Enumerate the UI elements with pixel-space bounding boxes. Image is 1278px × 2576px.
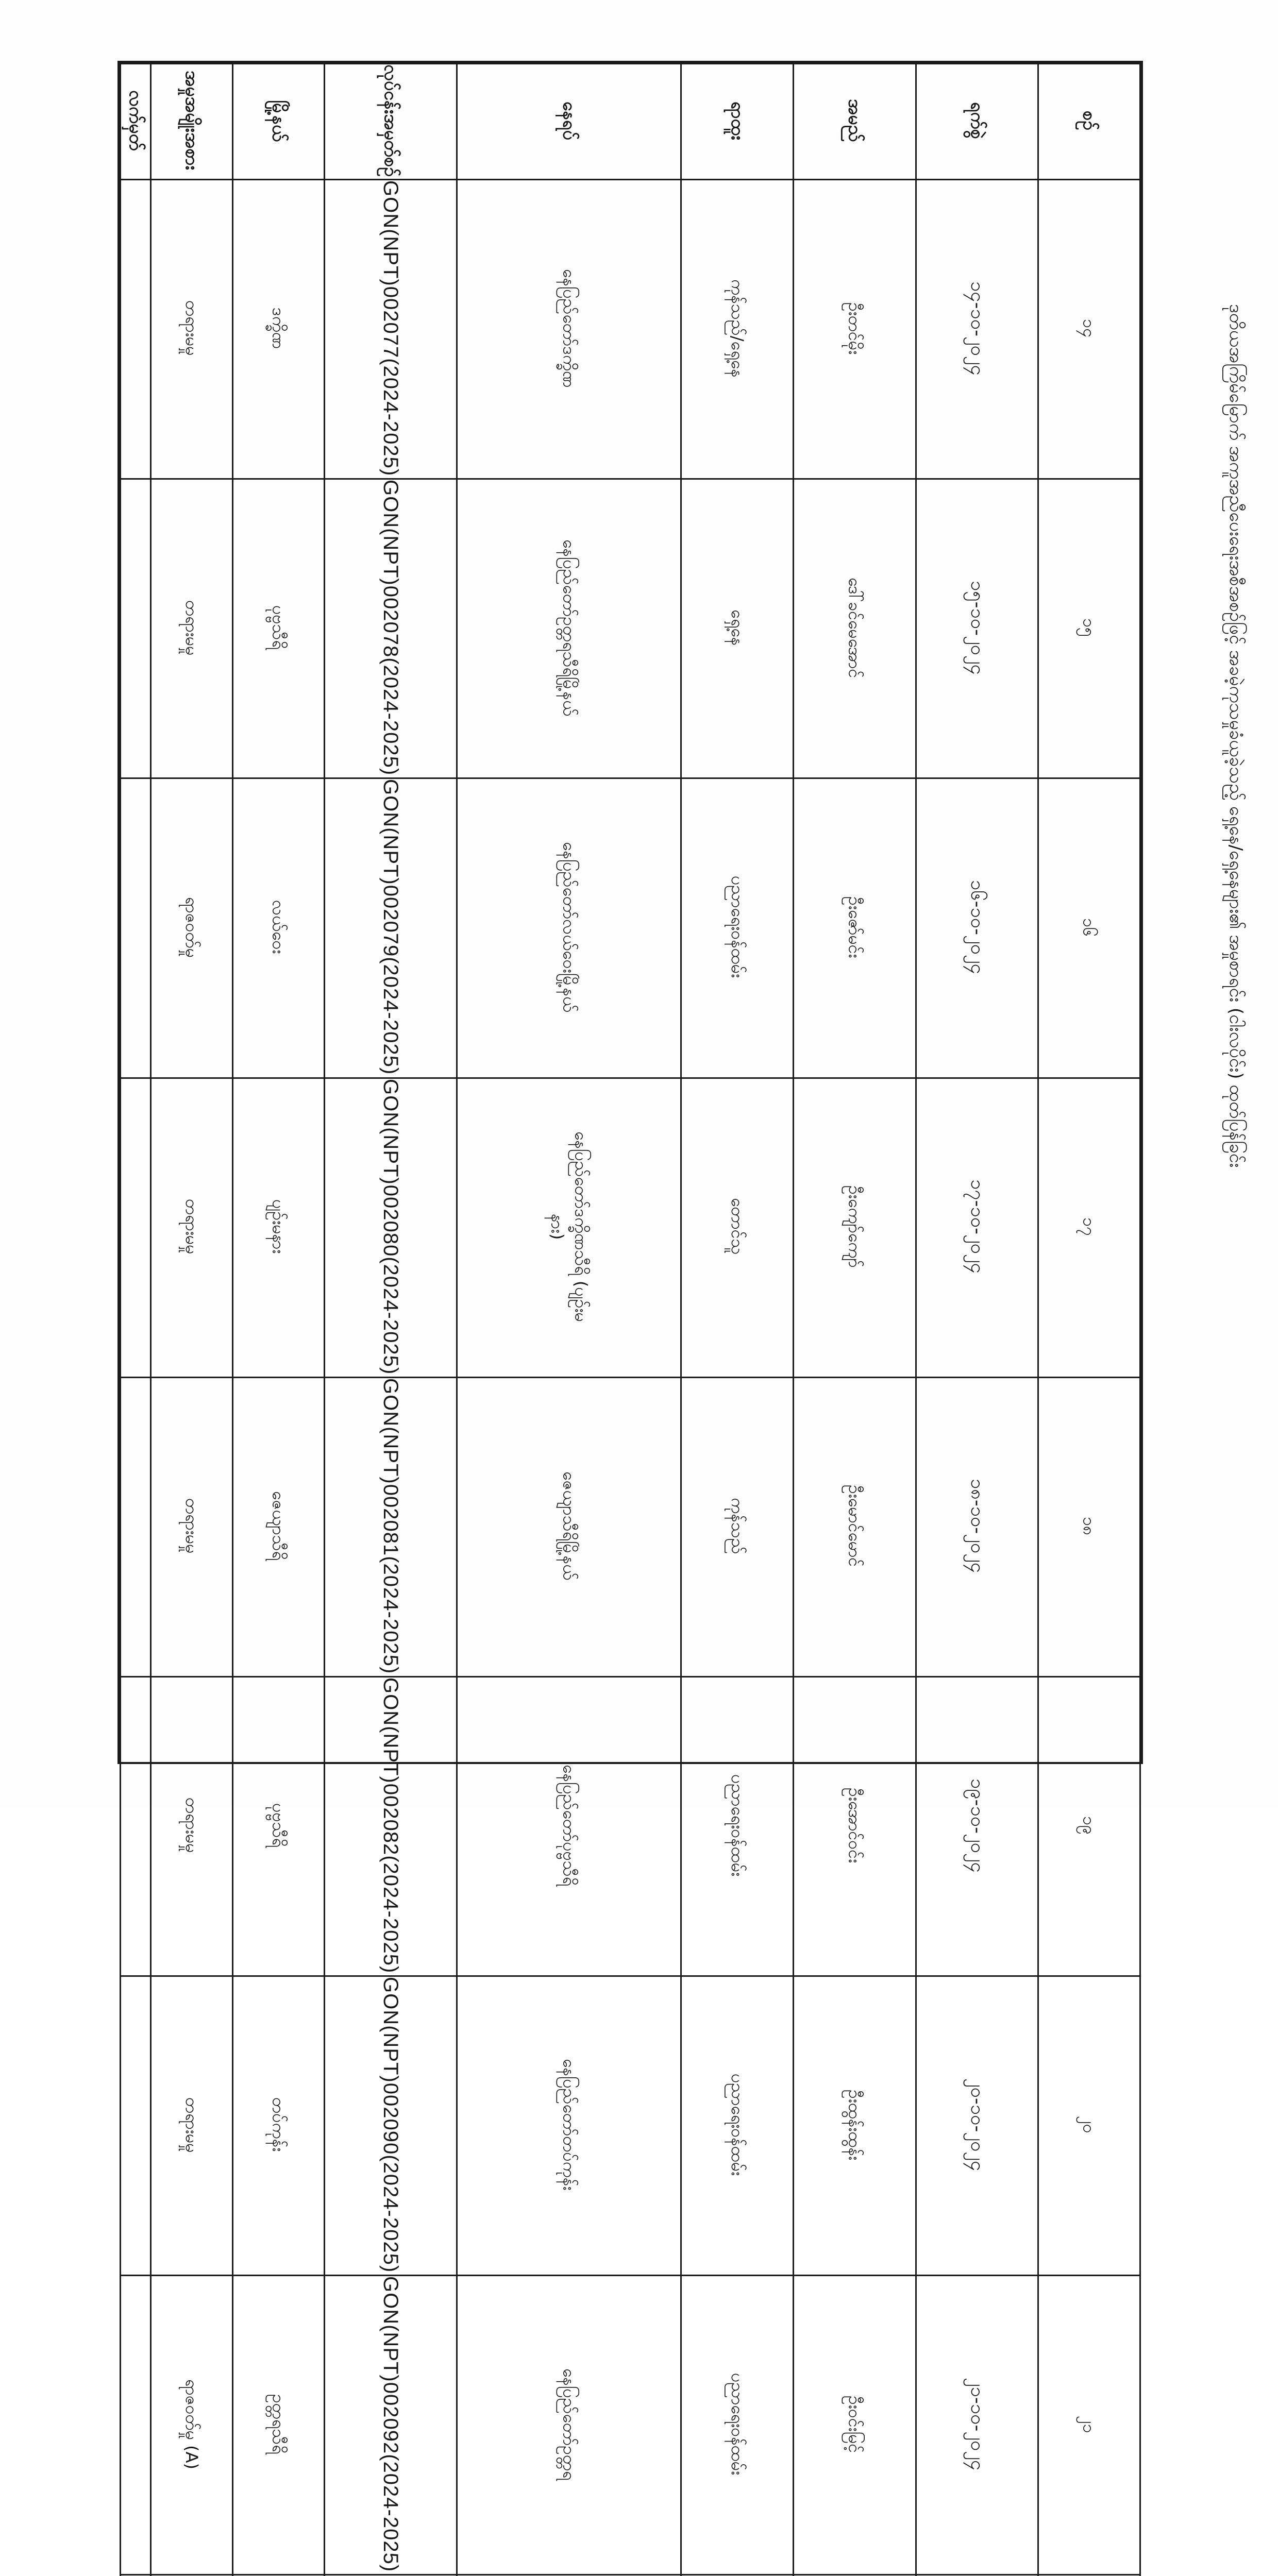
cell-text: ဒက္ခိဏ [268,308,289,349]
cell-text: တရားမမှု [182,1498,202,1554]
cell-text: ၁၅ [1079,618,1099,637]
cell-text: GON(NPT)002082(2024-2025) [379,1677,402,1974]
cell-text: ကုန်သည် [727,1497,747,1554]
cell-text: ၁၈-၁၀-၂၀၂၄ [966,1479,988,1573]
register-table-frame [117,61,1143,2572]
cell-signature [121,479,151,778]
cell-text: ၁၉-၁၀-၂၀၂၄ [966,1778,988,1873]
cell-text: နေပြည်တော်ပုဗ္ဗသီရိ [559,1765,579,1887]
cell-signature [121,1676,151,1976]
cell-text: ရာဇဝတ်မှု (A) [182,2379,202,2469]
cell-text: တပ်ကုန်း [268,2097,289,2152]
cell-name [794,1078,916,1377]
table-row [121,1676,1140,1976]
cell-case-type [151,1377,232,1676]
table-row [121,1078,1140,1377]
header-address: နေရပ် [457,64,681,180]
header-date: ရက်စွဲ [916,64,1038,180]
cell-name [794,180,916,479]
cell-address [457,1676,681,1976]
cell-no [1038,180,1140,479]
cell-text: ဥတ္တရသီရိ [268,2394,289,2454]
cell-signature [121,1976,151,2276]
cell-position [681,778,794,1078]
cell-text: ရာဇဝတ်မှု [182,896,202,958]
cell-signature [121,2276,151,2575]
cell-township [232,2276,324,2575]
table-row [121,1377,1140,1676]
cell-no [1038,479,1140,778]
cell-township [232,180,324,479]
cell-text: ၂၁-၁၀-၂၀၂၄ [966,2378,988,2471]
cell-text: ဇေယျာသီရိမြို့နယ် [559,1471,579,1581]
cell-text: ၁၄-၁၀-၂၀၂၄ [966,281,988,376]
cell-case-type [151,2575,232,2576]
cell-township [232,1078,324,1377]
table-row [121,2575,1140,2576]
cell-township [232,2575,324,2576]
cell-case-no [324,778,457,1078]
cell-case-no [324,180,457,479]
cell-case-type [151,2276,232,2575]
cell-text: ပညာရေးဝန်ထမ်း [727,2074,747,2176]
cell-text: ၂၀-၁၀-၂၀၂၄ [966,2078,988,2172]
cell-name [794,1976,916,2276]
cell-no [1038,2276,1140,2575]
cell-date [916,2575,1038,2576]
cell-case-no [324,1377,457,1676]
cell-signature [121,1377,151,1676]
cell-text: ပညာရေးဝန်ထမ်း [727,1774,747,1877]
cell-date [916,1377,1038,1676]
cell-text: GON(NPT)002092(2024-2025) [379,2276,402,2572]
cell-text: ရှေ့နေ [727,609,747,646]
cell-name [794,1377,916,1676]
cell-text: ပုဗ္ဗသီရိ [268,1803,289,1848]
cell-no [1038,1078,1140,1377]
cell-text: GON(NPT)002090(2024-2025) [379,1977,402,2273]
header-name: အမည် [794,64,916,180]
cell-text: တရားမမှု [182,2097,202,2153]
cell-date [916,180,1038,479]
cell-township [232,1976,324,2276]
cell-text: တရားမမှု [182,300,202,356]
header-position: ရာထူး [681,64,794,180]
cell-text: တရားမမှု [182,600,202,656]
cell-text: ပျဉ်းမနား [268,1199,289,1254]
cell-text: ၁၈ [1079,1516,1099,1535]
cell-text: GON(NPT)002077(2024-2025) [379,180,402,477]
cell-position [681,2575,794,2576]
cell-township [232,1676,324,1976]
cell-no [1038,1377,1140,1676]
cell-address [457,778,681,1078]
cell-position [681,2276,794,2575]
header-case-no: လုပ်ငန်းအမှတ်စဉ် [324,64,457,180]
table-row [121,180,1140,479]
header-row [121,64,1140,180]
cell-text: ဦးအောင်ဝင်း [845,1787,865,1863]
cell-position [681,180,794,479]
header-case-type: အမှုအမျိုးအစား [151,64,232,180]
cell-text: ၁၆-၁၀-၂၀၂၄ [966,880,988,974]
cell-signature [121,1078,151,1377]
cell-no [1038,2575,1140,2576]
cell-date [916,479,1038,778]
cell-address [457,1976,681,2276]
table-row [121,778,1140,1078]
cell-case-type [151,479,232,778]
cell-text: ၁၅-၁၀-၂၀၂၄ [966,580,988,675]
cell-text: ၁၆ [1079,918,1099,937]
cell-address [457,180,681,479]
cell-text: ပုဗ္ဗသီရိ [268,605,289,650]
cell-text: တရားမမှု [182,1798,202,1853]
cell-case-type [151,1676,232,1976]
cell-signature [121,2575,151,2576]
cell-text: ၁၄ [1079,319,1099,338]
cell-position [681,1976,794,2276]
cell-text: ပညာရေးဝန်ထမ်း [727,2373,747,2476]
cell-signature [121,778,151,1078]
cell-case-no [324,2276,457,2575]
cell-text: ဦးတင်မိုး [845,302,865,354]
cell-text: နေပြည်တော်လယ်ဝေးမြို့နယ် [559,842,579,1012]
cell-text: နေပြည်တော်ဥတ္တရသီရိမြို့နယ် [559,539,579,716]
header-no: စဉ် [1038,64,1140,180]
header-township: မြို့နယ် [232,64,324,180]
cell-no [1038,778,1140,1078]
cell-text: ဦးဝင်းမြင့် [845,2395,865,2453]
cell-position [681,1377,794,1676]
cell-text: ၁၇-၁၀-၂၀၂၄ [966,1179,988,1274]
register-table [120,63,1141,2576]
cell-text [379,2575,402,2576]
cell-case-no [324,1676,457,1976]
cell-position [681,1078,794,1377]
cell-name [794,1676,916,1976]
cell-case-no [324,2575,457,2576]
cell-name [794,2276,916,2575]
cell-name [794,2575,916,2576]
table-row [121,2276,1140,2575]
cell-case-type [151,1078,232,1377]
cell-name [794,778,916,1078]
cell-text: ဦးဇော်မင်း [845,896,865,958]
cell-text: ၂၁ [1079,2415,1099,2433]
table-row [121,1976,1140,2276]
cell-text: ၁၉ [1079,1816,1099,1835]
cell-text: နေပြည်တော်တပ်ကုန်း [559,2059,579,2191]
cell-name [794,479,916,778]
cell-text: ဦးမောင်မောင် [845,1485,865,1567]
cell-case-type [151,180,232,479]
cell-case-type [151,1976,232,2276]
cell-text: ဒေါ်ခင်မေအောင် [845,577,865,678]
cell-text: ဦးထွန်းထွန်း [845,2089,865,2160]
cell-address [457,1377,681,1676]
cell-text: ကုန်သည်/ရှေ့နေ [727,279,747,378]
cell-township [232,479,324,778]
cell-text: တောင်သူ [727,1198,747,1255]
cell-date [916,1976,1038,2276]
cell-township [232,1377,324,1676]
cell-text: ဇေယျာသီရိ [268,1491,289,1561]
cell-date [916,1078,1038,1377]
header-signs: လက်မှတ် [121,64,151,180]
cell-text: GON(NPT)002078(2024-2025) [379,480,402,776]
cell-case-no [324,1976,457,2276]
cell-address [457,479,681,778]
cell-date [916,1676,1038,1976]
cell-text: ၂၀ [1079,2116,1099,2134]
cell-date [916,778,1038,1078]
cell-address [457,2276,681,2575]
cell-signature [121,180,151,479]
cell-text: GON(NPT)002080(2024-2025) [379,1078,402,1375]
cell-text: ၁၇ [1079,1217,1099,1236]
cell-address [457,1078,681,1377]
cell-text: လယ်ဝေး [268,900,289,954]
cell-text: နေပြည်တော်ဒက္ခိဏသီရိ (ပျဉ်းမနား) [547,1131,591,1322]
cell-text: GON(NPT)002081(2024-2025) [379,1378,402,1674]
page-title: ဒုတိယအကြိမ်မြောက် အကူအညီပေးရေးအစီအစဉ်ဖြင့် အခမဲ့ကုသမှုခံယူခဲ့သည့် ရှေ့နေ/ရှေ့နေများ၏ အမှုစာရင်း (ငါးလပိုင်း) ထုတ်ပြန်ခြင်း [1225,304,1246,1168]
cell-text: နေပြည်တော်ဒက္ခိဏ [559,268,579,388]
cell-text: နေပြည်တော်ဥတ္တရ [559,2368,579,2481]
cell-address [457,2575,681,2576]
cell-township [232,778,324,1078]
cell-date [916,2276,1038,2575]
cell-text: တရားမမှု [182,1198,202,1255]
cell-case-no [324,479,457,778]
cell-text: GON(NPT)002079(2024-2025) [379,779,402,1075]
cell-text: ပညာရေးဝန်ထမ်း [727,876,747,978]
cell-no [1038,1976,1140,2276]
cell-case-no [324,1078,457,1377]
table-row [121,479,1140,778]
cell-no [1038,1676,1140,1976]
cell-text: ဦးကျော်ကျော် [845,1185,865,1268]
cell-position [681,479,794,778]
cell-case-type [151,778,232,1078]
cell-position [681,1676,794,1976]
